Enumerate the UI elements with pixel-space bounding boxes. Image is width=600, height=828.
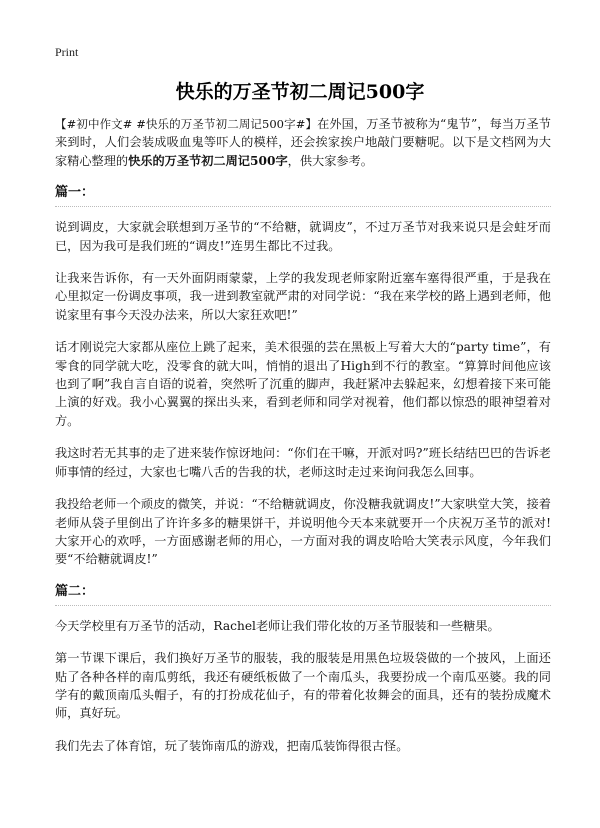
section1-paragraph: 我投给老师一个顽皮的微笑，并说：“不给糖就调皮，你没糖我就调皮!”大家哄堂大笑，接着老师从袋子里倒出了许许多多的糖果饼干，并说明他今天本来就要开一个庆祝万圣节的派对!大家开心的欢呼，一方面感谢老师的用心，一方面对我的调皮哈哈大笑表示风度，今年我们要“不给糖就调皮!”: [55, 497, 551, 567]
intro-paragraph: [55, 115, 551, 170]
section-heading-1: 篇一：: [55, 184, 551, 207]
intro-text-end: ，供大家参考。: [287, 153, 373, 168]
section1-paragraph: 我这时若无其事的走了进来装作惊讶地问：“你们在干嘛，开派对吗?”班长结结巴巴的告诉老师事情的经过，大家也七嘴八舌的告我的状，老师这时走过来询问我怎么回事。: [55, 446, 551, 479]
intro-bold-title: 快乐的万圣节初二周记500字: [128, 153, 288, 168]
section2-paragraph: 第一节课下课后，我们换好万圣节的服装，我的服装是用黑色垃圾袋做的一个披风，上面还贴了各种各样的南瓜剪纸，我还有硬纸板做了一个南瓜头，我要扮成一个南瓜巫婆。我的同学有的戴顶南瓜头帽子，有的打扮成花仙子，有的带着化妆舞会的面具，还有的装扮成魔术师，真好玩。: [55, 651, 551, 721]
section1-paragraph: 说到调皮，大家就会联想到万圣节的“不给糖，就调皮”，不过万圣节对我来说只是会蛀牙而已，因为我可是我们班的“调皮!”连男生都比不过我。: [55, 220, 551, 253]
intro-text: 在外国，万圣节被称为“鬼节”，每当万圣节来到时，人们会装成吸血鬼等吓人的模样，还会挨家挨户地敲门要糖呢。以下是文档网为大家精心整理的: [55, 117, 551, 168]
print-link[interactable]: Print: [55, 45, 79, 59]
section2-paragraph: 我们先去了体育馆，玩了装饰南瓜的游戏，把南瓜装饰得很古怪。: [55, 738, 409, 753]
section-heading-2: 篇二：: [55, 583, 551, 606]
section1-paragraph: 话才刚说完大家都从座位上跳了起来，美术很强的芸在黑板上写着大大的“party time”，有零食的同学就大吃，没零食的就大叫，悄悄的退出了High到不行的教室。“算算时间他应该也到了啊”我自言自语的说着，突然听了沉重的脚声，我赶紧冲去躲起来，幻想着接下来可能上演的好戏。我小心翼翼的探出头来，看到老师和同学对视着，他们都以惊恐的眼神望着对方。: [55, 340, 551, 428]
article-body: [55, 115, 551, 769]
section2-paragraph: 今天学校里有万圣节的活动，Rachel老师让我们带化妆的万圣节服装和一些糖果。: [55, 618, 500, 633]
page-title: 快乐的万圣节初二周记500字: [175, 81, 425, 103]
article-tag: 【#初中作文# #快乐的万圣节初二周记500字#】: [55, 117, 318, 131]
section1-paragraph: 让我来告诉你，有一天外面阴雨蒙蒙，上学的我发现老师家附近塞车塞得很严重，于是我在心里拟定一份调皮事项，我一进到教室就严肃的对同学说：“我在来学校的路上遇到老师，他说家里有事今天没办法来，所以大家狂欢吧!”: [55, 271, 551, 322]
